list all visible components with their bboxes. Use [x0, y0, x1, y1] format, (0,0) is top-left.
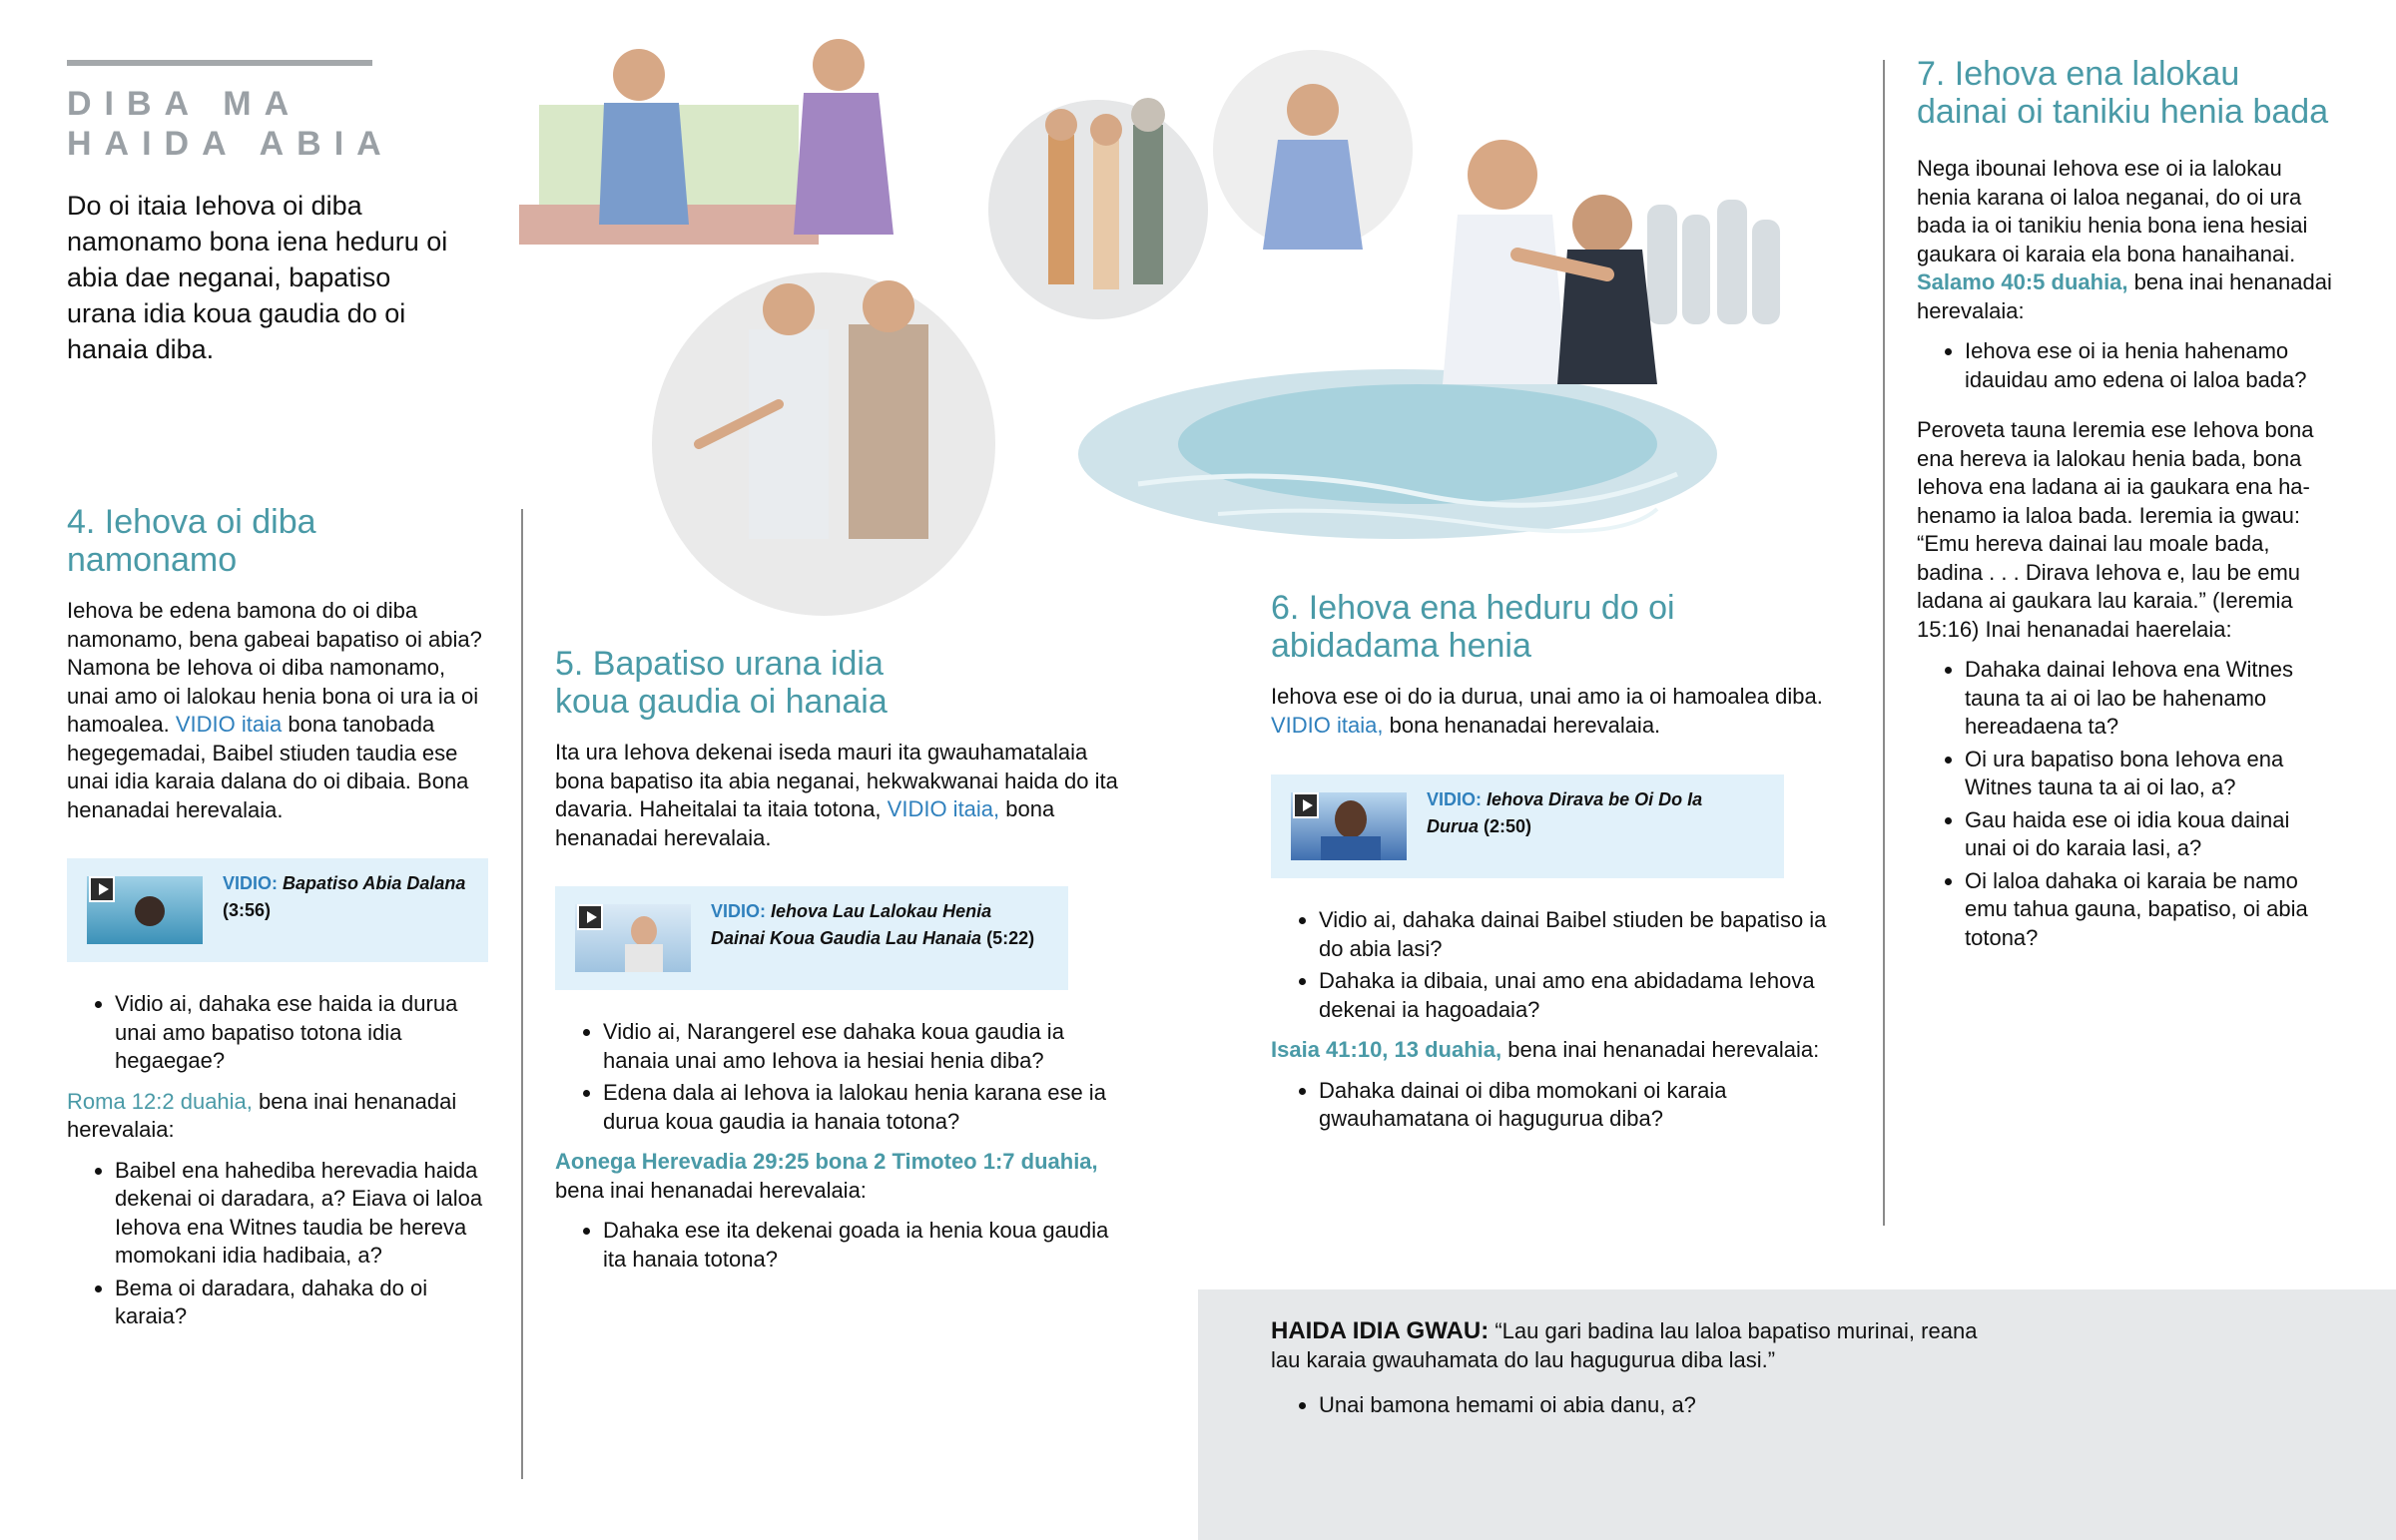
crowd-silhouettes	[1647, 200, 1780, 324]
section-6-para-b: bona henanadai herevalaia.	[1389, 712, 1661, 738]
section-5-bullets-1	[555, 1018, 1114, 1136]
section-5-bullets-2	[555, 1217, 1114, 1274]
quote-body: “Lau gari badina lau laloa bapatiso murinai, reana lau karaia gwauhamata do lau hagugurua diba lasi.”	[1271, 1318, 1978, 1372]
list-item: • Oi laloa dahaka oi karaia be namo emu tahua gauna, bapatiso, oi abia totona?	[1965, 867, 2336, 953]
video-caption-4[interactable]	[223, 870, 472, 924]
list-item: • Iehova ese oi ia henia hahenamo idauidau amo edena oi laloa bada?	[1965, 337, 2336, 394]
baptism-figures	[1443, 140, 1657, 384]
section-5	[555, 645, 1134, 852]
list-item: • Dahaka ia dibaia, unai amo ena abidadama Iehova dekenai ia hagoadaia?	[1319, 967, 1850, 1024]
prayer-scene	[1213, 50, 1413, 250]
reference-instruction: bena inai henanadai herevalaia:	[555, 1177, 867, 1203]
list-item: • Edena dala ai Iehova ia lalokau henia karana ese ia durua koua gaudia ia hanaia totona?	[603, 1079, 1114, 1136]
section-7-para-a: Nega ibounai Iehova ese oi ia lalokau henia karana oi laloa neganai, do oi ura bada ia oi tanikiu henia bona iena hesiai gaukara oi karaia ela bona hanaihanai.	[1917, 156, 2308, 266]
video-caption-6[interactable]	[1427, 786, 1756, 840]
section-5-lower	[555, 1018, 1114, 1278]
list-item: • Oi ura bapatiso bona Iehova ena Witnes tauna ta ai oi lao, a?	[1965, 746, 2336, 802]
section-4-title: 4. Iehova oi diba namonamo	[67, 503, 316, 579]
section-6-paragraph	[1271, 683, 1850, 740]
quote-text	[1271, 1317, 1990, 1374]
section-4-paragraph	[67, 597, 486, 824]
bench-scene	[519, 39, 894, 245]
section-4-para-b: bona tanobada hegegemadai, Baibel stiuden taudia ese unai idia karaia dalana do oi dibaia. Bona henanadai herevalaia.	[67, 712, 469, 822]
reference-instruction: bena inai henanadai herevalaia:	[1917, 269, 2332, 323]
section-6-title: 6. Iehova ena heduru do oi abidadama henia	[1271, 589, 1675, 665]
cafe-scene	[652, 272, 995, 616]
section-7-paragraph-2: Peroveta tauna Ieremia ese Iehova bona ena hereva ia lalokau henia bada, bona Iehova ena ladana ai ia gaukara ena hahenamo ia laloa bada. Ieremia ia gwau: “Emu hereva dainai lau moale bada, badina . . . Dirava Iehova e, lau be emu ladana ai gaukara lau karaia.” (Ieremia 15:16) Inai henanadai haerelaia:	[1917, 417, 2314, 642]
video-caption-5[interactable]	[711, 898, 1050, 952]
list-item: • Vidio ai, dahaka dainai Baibel stiuden be bapatiso ia do abia lasi?	[1319, 906, 1850, 963]
quote-panel	[1198, 1289, 2396, 1540]
column-divider-2	[1883, 60, 1885, 1226]
list-item: • Dahaka ese ita dekenai goada ia henia koua gaudia ita hanaia totona?	[603, 1217, 1114, 1274]
video-card-4[interactable]	[67, 858, 488, 962]
list-item: • Bema oi daradara, dahaka do oi karaia?	[115, 1275, 486, 1331]
section-6-vidio-link[interactable]: VIDIO itaia,	[1271, 712, 1384, 738]
section-4-lower	[67, 990, 486, 1335]
scripture-reference[interactable]: Aonega Herevadia 29:25 bona 2 Timoteo 1:7 duahia,	[555, 1149, 1098, 1174]
list-item: • Vidio ai, dahaka ese haida ia durua unai amo bapatiso totona idia hegaegae?	[115, 990, 486, 1076]
reference-instruction: bena inai henanadai herevalaia:	[1507, 1037, 1820, 1062]
video-title: Iehova Lau Lalokau Henia Dainai Koua Gaudia Lau Hanaia	[711, 901, 992, 948]
video-label: VIDIO:	[711, 901, 767, 921]
section-5-vidio-link[interactable]: VIDIO itaia,	[887, 796, 1000, 821]
video-title: Bapatiso Abia Dalana	[283, 873, 466, 893]
section-4-reference	[67, 1088, 486, 1145]
video-duration: (3:56)	[223, 900, 272, 920]
list-item: • Baibel ena hahediba herevadia haida dekenai oi daradara, a? Eiava oi laloa Iehova ena Witnes taudia be hereva momokani idia hadibaia, a?	[115, 1157, 486, 1271]
section-5-para-b: bona henanadai herevalaia.	[555, 796, 1055, 850]
intro-heading-line2: HAIDA ABIA	[67, 125, 394, 163]
reference-instruction: bena inai henanadai herevalaia:	[67, 1088, 457, 1142]
scripture-reference[interactable]: Isaia 41:10, 13 duahia,	[1271, 1037, 1502, 1062]
video-duration: (2:50)	[1484, 816, 1532, 836]
section-6	[1271, 589, 1850, 740]
section-4-vidio-link[interactable]: VIDIO itaia	[175, 712, 283, 737]
list-item: • Dahaka dainai Iehova ena Witnes tauna ta ai oi lao be hahenamo hereadaena ta?	[1965, 656, 2336, 742]
intro-heading	[67, 84, 394, 164]
section-5-title: 5. Bapatiso urana idia koua gaudia oi hanaia	[555, 645, 888, 721]
play-icon[interactable]	[89, 876, 115, 902]
illustration-collage	[519, 25, 1787, 624]
section-7	[1917, 55, 2336, 956]
section-6-lower	[1271, 906, 1850, 1138]
section-7-bullets-1	[1917, 337, 2336, 394]
intro-paragraph: Do oi itaia Iehova oi diba namonamo bona iena heduru oi abia dae neganai, bapatiso urana idia koua gaudia do oi hanaia diba.	[67, 191, 448, 364]
list-item: • Vidio ai, Narangerel ese dahaka koua gaudia ia hanaia unai amo Iehova ia hesiai henia diba?	[603, 1018, 1114, 1075]
section-6-para-a: Iehova ese oi do ia durua, unai amo ia oi hamoalea diba.	[1271, 684, 1823, 709]
section-4-para-a: Iehova be edena bamona do oi diba namonamo, bena gabeai bapatiso oi abia? Namona be Iehova oi diba namonamo, unai amo oi lalokau henia bona oi ura ia oi hamoalea.	[67, 598, 482, 737]
section-4	[67, 503, 486, 824]
section-5-reference	[555, 1148, 1114, 1205]
section-7-bullets-2	[1917, 656, 2336, 952]
section-4-bullets-2	[67, 1157, 486, 1331]
section-5-paragraph	[555, 739, 1134, 852]
water-illustration	[1078, 369, 1717, 539]
play-icon[interactable]	[1293, 792, 1319, 818]
section-4-bullets-1	[67, 990, 486, 1076]
intro-heading-line1: DIBA MA	[67, 85, 302, 123]
section-6-bullets-1	[1271, 906, 1850, 1024]
video-title: Iehova Dirava be Oi Do Ia Durua	[1427, 789, 1703, 836]
list-item: • Gau haida ese oi idia koua dainai unai oi do karaia lasi, a?	[1965, 806, 2336, 863]
section-7-paragraph-1	[1917, 155, 2336, 325]
section-6-bullets-2	[1271, 1077, 1850, 1134]
quote-bullets	[1271, 1391, 2018, 1424]
door-scene	[988, 98, 1208, 319]
video-card-5[interactable]	[555, 886, 1068, 990]
column-divider-1	[521, 509, 523, 1479]
scripture-reference[interactable]: Roma 12:2 duahia,	[67, 1088, 253, 1114]
section-7-title: 7. Iehova ena lalokau dainai oi tanikiu henia bada	[1917, 55, 2329, 131]
play-icon[interactable]	[577, 904, 603, 930]
section-6-reference	[1271, 1036, 1850, 1065]
top-rule	[67, 60, 372, 66]
video-label: VIDIO:	[1427, 789, 1483, 809]
video-card-6[interactable]	[1271, 774, 1784, 878]
quote-label: HAIDA IDIA GWAU:	[1271, 1317, 1490, 1344]
scripture-reference[interactable]: Salamo 40:5 duahia,	[1917, 269, 2128, 294]
list-item: • Unai bamona hemami oi abia danu, a?	[1319, 1391, 2018, 1420]
section-5-para-a: Ita ura Iehova dekenai iseda mauri ita gwauhamatalaia bona bapatiso ita abia neganai, hekwakwanai haida do ita davaria. Haheitalai ta itaia totona,	[555, 740, 1118, 821]
video-label: VIDIO:	[223, 873, 279, 893]
list-item: • Dahaka dainai oi diba momokani oi karaia gwauhamatana oi hagugurua diba?	[1319, 1077, 1850, 1134]
video-duration: (5:22)	[986, 928, 1035, 948]
